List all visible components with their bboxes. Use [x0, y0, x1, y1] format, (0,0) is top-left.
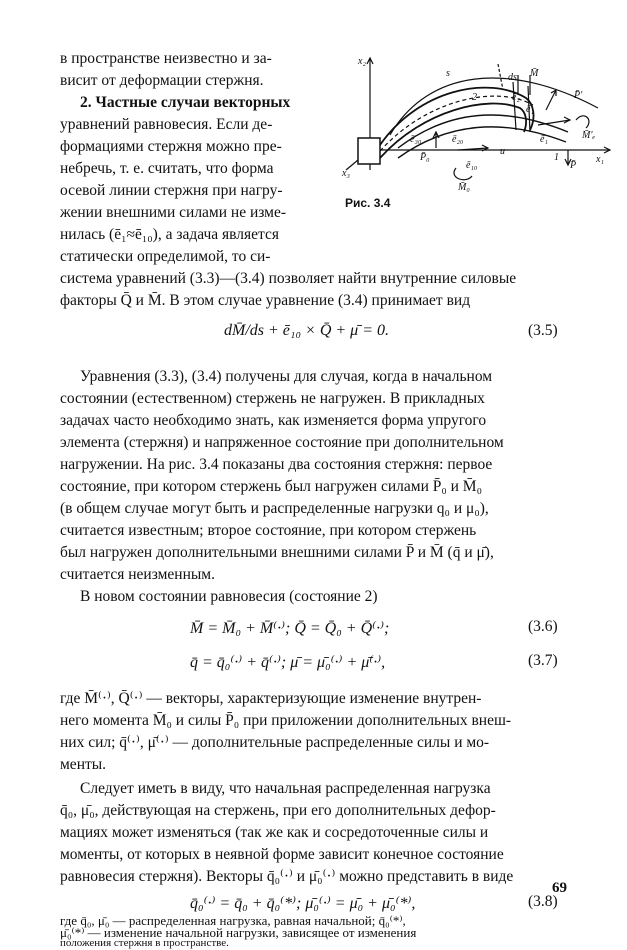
text-line: факторы Q̄ и M̄. В этом случае уравнение (3.4) принимает вид	[60, 292, 471, 309]
text-line: в пространстве неизвестно и за-	[60, 50, 272, 67]
text-line: равновесия стержня). Векторы q̄₀⁽·⁾ и μ̄₀⁽·⁾ можно представить в виде	[60, 868, 514, 885]
label-x3: x₃	[342, 168, 350, 179]
text-line: где M̄⁽·⁾, Q̄⁽·⁾ — векторы, характеризующие изменение внутрен-	[60, 690, 482, 707]
label-2: 2	[472, 92, 477, 103]
label-P: P̄	[570, 160, 577, 171]
label-M0: M̄₀	[458, 182, 470, 193]
figure-3-4	[338, 50, 616, 215]
label-e30: ē₃₀	[410, 134, 422, 145]
support-block	[358, 138, 380, 164]
equation-number: (3.6)	[528, 618, 558, 635]
text-line: состояние, при котором стержень был нагружен силами P̄₀ и M̄₀	[60, 478, 482, 495]
label-e1b: ē₁	[540, 134, 548, 145]
equation-3-8: q̄₀⁽·⁾ = q̄₀ + q̄₀⁽*⁾; μ̄₀⁽·⁾ = μ̄₀ + μ̄₀⁽*⁾,	[190, 895, 416, 912]
text-line: мациях может изменяться (так же как и сосредоточенные силы и	[60, 824, 489, 841]
text-line: система уравнений (3.3)—(3.4) позволяет найти внутренние силовые	[60, 270, 517, 287]
text-line: небречь, т. е. считать, что форма	[60, 160, 274, 177]
label-e20: ē₂₀	[452, 134, 464, 145]
text-line: считается известным; второе состояние, при котором стержень	[60, 522, 477, 539]
equation-3-5: dM̄/ds + ē₁₀ × Q̄ + μ̄ = 0.	[224, 322, 389, 339]
label-1: 1	[554, 152, 559, 163]
figure-caption: Рис. 3.4	[345, 196, 391, 210]
label-M: M̄	[530, 68, 539, 79]
text-line: состоянии (естественном) стержень не нагружен. В прикладных	[60, 390, 485, 407]
text-line: статически определимой, то си-	[60, 248, 271, 265]
page-number: 69	[552, 880, 567, 896]
label-ds: ds	[508, 72, 517, 83]
label-u: u	[500, 146, 505, 157]
text-line: элемента (стержня) и напряженное состояние при дополнительном	[60, 434, 504, 451]
text-line: висит от деформации стержня.	[60, 72, 264, 89]
label-Me-prime: M̄'ₑ	[582, 130, 596, 141]
label-e1: ē₁	[526, 104, 534, 115]
text-line: μ̄₀⁽*⁾ — изменение начальной нагрузки, зависящее от изменения	[60, 925, 417, 940]
text-line: нагружении. На рис. 3.4 показаны два состояния стержня: первое	[60, 456, 493, 473]
equation-number: (3.7)	[528, 652, 558, 669]
label-s: s	[446, 68, 450, 79]
equation-number: (3.5)	[528, 322, 558, 339]
text-line: них сил; q̄⁽·⁾, μ̄⁽·⁾ — дополнительные распределенные силы и мо-	[60, 734, 490, 751]
equation-3-6: M̄ = M̄₀ + M̄⁽·⁾; Q̄ = Q̄₀ + Q̄⁽·⁾;	[190, 620, 390, 637]
text-line: (в общем случае могут быть и распределенные нагрузки q₀ и μ₀),	[60, 500, 489, 517]
label-x1: x₁	[596, 154, 604, 165]
label-e10: ē₁₀	[466, 160, 478, 171]
text-line: Уравнения (3.3), (3.4) получены для случая, когда в начальном	[80, 368, 493, 385]
text-line: уравнений равновесия. Если де-	[60, 116, 273, 133]
text-line: него момента M̄₀ и силы P̄₀ при приложении дополнительных внеш-	[60, 712, 512, 729]
text-line: положения стержня в пространстве.	[60, 937, 229, 949]
text-line: менты.	[60, 756, 107, 773]
text-line: жении внешними силами не изме-	[60, 204, 287, 221]
label-e2: ē₂	[512, 92, 520, 103]
text-line: задачах часто необходимо знать, как изменяется форма упругого	[60, 412, 487, 429]
text-line: формациями стержня можно пре-	[60, 138, 282, 155]
label-x2: x₂	[358, 56, 366, 67]
text-line: моменты, от которых в неявной форме зависит конечное состояние	[60, 846, 504, 863]
rod-diagram	[338, 50, 616, 215]
label-P0: P̄₀	[420, 152, 430, 163]
label-P-prime: P̄'	[574, 90, 583, 101]
section-heading: 2. Частные случаи векторных	[80, 94, 291, 111]
text-line: осевой линии стержня при нагру-	[60, 182, 283, 199]
text-line: считается неизменным.	[60, 566, 215, 583]
text-line: где q̄₀, μ̄₀ — распределенная нагрузка, равная начальной; q̄₀⁽*⁾,	[60, 913, 406, 928]
text-line: q̄₀, μ̄₀, действующая на стержень, при его дополнительных дефор-	[60, 802, 496, 819]
text-line: Следует иметь в виду, что начальная распределенная нагрузка	[80, 780, 491, 797]
text-line: был нагружен дополнительными внешними силами P̄ и M̄ (q̄ и μ̄),	[60, 544, 494, 561]
text-line: нилась (ē₁≈ē₁₀), а задача является	[60, 226, 279, 243]
equation-3-7: q̄ = q̄₀⁽·⁾ + q̄⁽·⁾; μ̄ = μ̄₀⁽·⁾ + μ̄⁽·⁾,	[190, 654, 386, 671]
text-line: В новом состоянии равновесия (состояние 2)	[80, 588, 378, 605]
equation-number: (3.8)	[528, 893, 558, 910]
